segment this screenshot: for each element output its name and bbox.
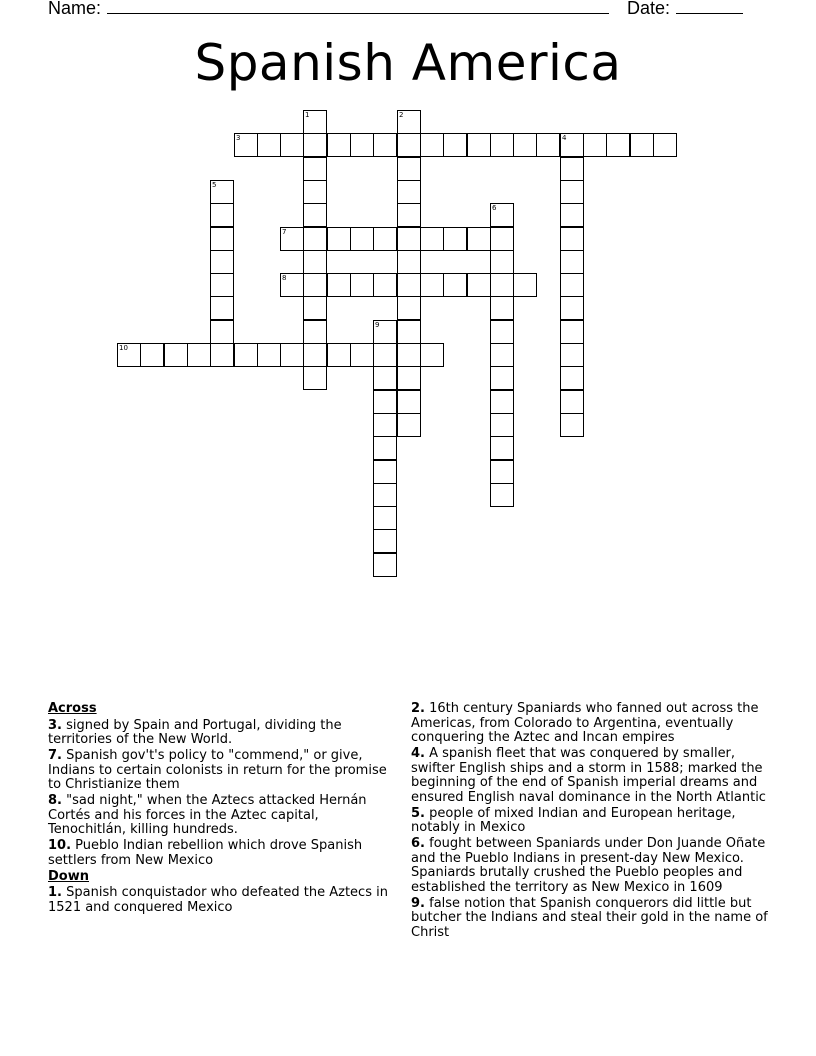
- grid-cell[interactable]: [373, 483, 397, 507]
- grid-cell[interactable]: [350, 273, 374, 297]
- grid-cell[interactable]: [560, 273, 584, 297]
- grid-cell[interactable]: [490, 320, 514, 344]
- grid-cell[interactable]: [560, 390, 584, 414]
- grid-cell[interactable]: [280, 343, 304, 367]
- grid-cell[interactable]: [443, 273, 467, 297]
- grid-cell[interactable]: [140, 343, 164, 367]
- name-blank-line[interactable]: [107, 0, 609, 14]
- grid-cell[interactable]: [210, 273, 234, 297]
- grid-cell[interactable]: [490, 390, 514, 414]
- grid-cell[interactable]: [350, 343, 374, 367]
- cell-number: 8: [282, 274, 287, 282]
- grid-cell[interactable]: [490, 413, 514, 437]
- grid-cell[interactable]: [373, 320, 397, 344]
- grid-cell[interactable]: [420, 133, 444, 157]
- down-clue: [48, 886, 400, 915]
- grid-cell[interactable]: [397, 296, 421, 320]
- grid-cell[interactable]: [513, 273, 537, 297]
- grid-cell[interactable]: [560, 296, 584, 320]
- grid-cell[interactable]: [397, 390, 421, 414]
- grid-cell[interactable]: [397, 110, 421, 134]
- grid-cell[interactable]: [303, 296, 327, 320]
- grid-cell[interactable]: [303, 110, 327, 134]
- date-label: Date:: [627, 0, 671, 18]
- grid-cell[interactable]: [280, 227, 304, 251]
- grid-cell[interactable]: [560, 133, 584, 157]
- grid-cell[interactable]: [373, 436, 397, 460]
- grid-cell[interactable]: [257, 133, 281, 157]
- grid-cell[interactable]: [303, 273, 327, 297]
- grid-cell[interactable]: [303, 133, 327, 157]
- grid-cell[interactable]: [327, 343, 351, 367]
- clue-number: 1.: [48, 885, 62, 900]
- clue-number: 10.: [48, 838, 72, 853]
- grid-cell[interactable]: [630, 133, 654, 157]
- down-heading: Down: [48, 868, 89, 884]
- date-field[interactable]: [627, 0, 743, 19]
- down-clue: [411, 837, 773, 895]
- grid-cell[interactable]: [420, 227, 444, 251]
- across-clue: [48, 839, 400, 868]
- grid-cell[interactable]: [397, 343, 421, 367]
- grid-cell[interactable]: [560, 250, 584, 274]
- grid-cell[interactable]: [490, 296, 514, 320]
- grid-cell[interactable]: [560, 227, 584, 251]
- across-clue: [48, 749, 400, 793]
- across-clue: [48, 794, 400, 838]
- grid-cell[interactable]: [280, 273, 304, 297]
- grid-cell[interactable]: [373, 366, 397, 390]
- grid-cell[interactable]: [560, 203, 584, 227]
- grid-cell[interactable]: [373, 227, 397, 251]
- clue-number: 5.: [411, 805, 425, 821]
- clue-number: 2.: [411, 701, 425, 716]
- grid-cell[interactable]: [397, 320, 421, 344]
- grid-cell[interactable]: [210, 296, 234, 320]
- grid-cell[interactable]: [210, 180, 234, 204]
- grid-cell[interactable]: [303, 180, 327, 204]
- grid-cell[interactable]: [303, 203, 327, 227]
- grid-cell[interactable]: [490, 483, 514, 507]
- grid-cell[interactable]: [397, 366, 421, 390]
- across-clue: [48, 719, 400, 748]
- grid-cell[interactable]: [560, 157, 584, 181]
- cell-number: 4: [562, 134, 567, 142]
- grid-cell[interactable]: [210, 320, 234, 344]
- down-clue: [411, 702, 773, 746]
- clue-text: signed by Spain and Portugal, dividing the territories of the New World.: [48, 717, 342, 747]
- grid-cell[interactable]: [397, 133, 421, 157]
- cell-number: 7: [282, 228, 287, 236]
- clue-text: false notion that Spanish conquerors did little but butcher the Indians and steal their gold in the name of Christ: [411, 895, 768, 940]
- cell-number: 9: [375, 321, 380, 329]
- grid-cell[interactable]: [397, 250, 421, 274]
- across-heading: Across: [48, 701, 97, 716]
- grid-cell[interactable]: [164, 343, 188, 367]
- grid-cell[interactable]: [606, 133, 630, 157]
- grid-cell[interactable]: [303, 366, 327, 390]
- grid-cell[interactable]: [373, 529, 397, 553]
- cell-number: 2: [399, 111, 404, 119]
- grid-cell[interactable]: [303, 227, 327, 251]
- grid-cell[interactable]: [373, 343, 397, 367]
- page-title: Spanish America: [194, 34, 622, 92]
- grid-cell[interactable]: [420, 343, 444, 367]
- grid-cell[interactable]: [397, 273, 421, 297]
- clue-text: people of mixed Indian and European heritage, notably in Mexico: [411, 805, 736, 835]
- clue-text: Pueblo Indian rebellion which drove Spanish settlers from New Mexico: [48, 838, 363, 868]
- grid-cell[interactable]: [397, 180, 421, 204]
- grid-cell[interactable]: [467, 273, 491, 297]
- grid-cell[interactable]: [210, 203, 234, 227]
- grid-cell[interactable]: [490, 436, 514, 460]
- grid-cell[interactable]: [210, 250, 234, 274]
- grid-cell[interactable]: [467, 227, 491, 251]
- clue-text: A spanish fleet that was conquered by smaller, swifter English ships and a storm in 1588; marked the beginning of the end of Spanish imperial dreams and ensured English naval dominance in the North Atlantic: [411, 746, 766, 805]
- grid-cell[interactable]: [327, 227, 351, 251]
- grid-cell[interactable]: [373, 506, 397, 530]
- grid-cell[interactable]: [560, 180, 584, 204]
- grid-cell[interactable]: [583, 133, 607, 157]
- cell-number: 6: [492, 204, 497, 212]
- grid-cell[interactable]: [560, 320, 584, 344]
- grid-cell[interactable]: [327, 133, 351, 157]
- grid-cell[interactable]: [257, 343, 281, 367]
- grid-cell[interactable]: [350, 227, 374, 251]
- clue-text: 16th century Spaniards who fanned out across the Americas, from Colorado to Argentina, eventually conquering the Aztec and Incan empires: [411, 701, 759, 745]
- grid-cell[interactable]: [397, 203, 421, 227]
- cell-number: 1: [305, 111, 310, 119]
- down-clue: [411, 747, 773, 805]
- grid-cell[interactable]: [327, 273, 351, 297]
- grid-cell[interactable]: [210, 227, 234, 251]
- grid-cell[interactable]: [490, 227, 514, 251]
- grid-cell[interactable]: [303, 250, 327, 274]
- cell-number: 3: [236, 134, 241, 142]
- grid-cell[interactable]: [373, 460, 397, 484]
- grid-cell[interactable]: [280, 133, 304, 157]
- cell-number: 5: [212, 181, 217, 189]
- grid-cell[interactable]: [443, 227, 467, 251]
- grid-cell[interactable]: [187, 343, 211, 367]
- grid-cell[interactable]: [373, 390, 397, 414]
- clue-text: Spanish conquistador who defeated the Aztecs in 1521 and conquered Mexico: [48, 885, 388, 915]
- grid-cell[interactable]: [490, 203, 514, 227]
- grid-cell[interactable]: [303, 320, 327, 344]
- grid-cell[interactable]: [490, 273, 514, 297]
- grid-cell[interactable]: [490, 133, 514, 157]
- grid-cell[interactable]: [490, 366, 514, 390]
- clues-left-column: [48, 702, 400, 917]
- grid-cell[interactable]: [560, 366, 584, 390]
- grid-cell[interactable]: [513, 133, 537, 157]
- grid-cell[interactable]: [234, 133, 258, 157]
- grid-cell[interactable]: [350, 133, 374, 157]
- grid-cell[interactable]: [397, 157, 421, 181]
- grid-cell[interactable]: [536, 133, 560, 157]
- grid-cell[interactable]: [234, 343, 258, 367]
- grid-cell[interactable]: [467, 133, 491, 157]
- grid-cell[interactable]: [420, 273, 444, 297]
- grid-cell[interactable]: [303, 343, 327, 367]
- grid-cell[interactable]: [653, 133, 677, 157]
- name-label: Name:: [48, 0, 102, 18]
- grid-cell[interactable]: [560, 413, 584, 437]
- down-clue: [411, 897, 773, 941]
- grid-cell[interactable]: [490, 460, 514, 484]
- grid-cell[interactable]: [443, 133, 467, 157]
- down-clue: [411, 807, 773, 836]
- grid-cell[interactable]: [303, 157, 327, 181]
- clue-number: 8.: [48, 793, 62, 808]
- clue-number: 4.: [411, 746, 425, 761]
- grid-cell[interactable]: [373, 413, 397, 437]
- grid-cell[interactable]: [397, 413, 421, 437]
- grid-cell[interactable]: [210, 343, 234, 367]
- grid-cell[interactable]: [373, 133, 397, 157]
- grid-cell[interactable]: [117, 343, 141, 367]
- grid-cell[interactable]: [397, 227, 421, 251]
- clue-number: 9.: [411, 895, 425, 911]
- grid-cell[interactable]: [373, 273, 397, 297]
- clue-text: "sad night," when the Aztecs attacked Hernán Cortés and his forces in the Aztec capital, Tenochitlán, killing hundreds.: [48, 793, 367, 837]
- clue-number: 3.: [48, 717, 62, 733]
- date-blank-line[interactable]: [676, 0, 743, 14]
- grid-cell[interactable]: [560, 343, 584, 367]
- clue-number: 6.: [411, 836, 425, 851]
- cell-number: 10: [119, 344, 128, 352]
- clues-right-column: [411, 702, 773, 942]
- grid-cell[interactable]: [373, 553, 397, 577]
- clue-number: 7.: [48, 748, 62, 763]
- name-field[interactable]: [48, 0, 609, 19]
- grid-cell[interactable]: [490, 343, 514, 367]
- grid-cell[interactable]: [490, 250, 514, 274]
- clue-text: fought between Spaniards under Don Juande Oñate and the Pueblo Indians in present-day New Mexico. Spaniards brutally crushed the Pueblo peoples and established the territory as New Mexico in 1609: [411, 836, 766, 895]
- clue-text: Spanish gov't's policy to "commend," or give, Indians to certain colonists in return for the promise to Christianize them: [48, 748, 387, 792]
